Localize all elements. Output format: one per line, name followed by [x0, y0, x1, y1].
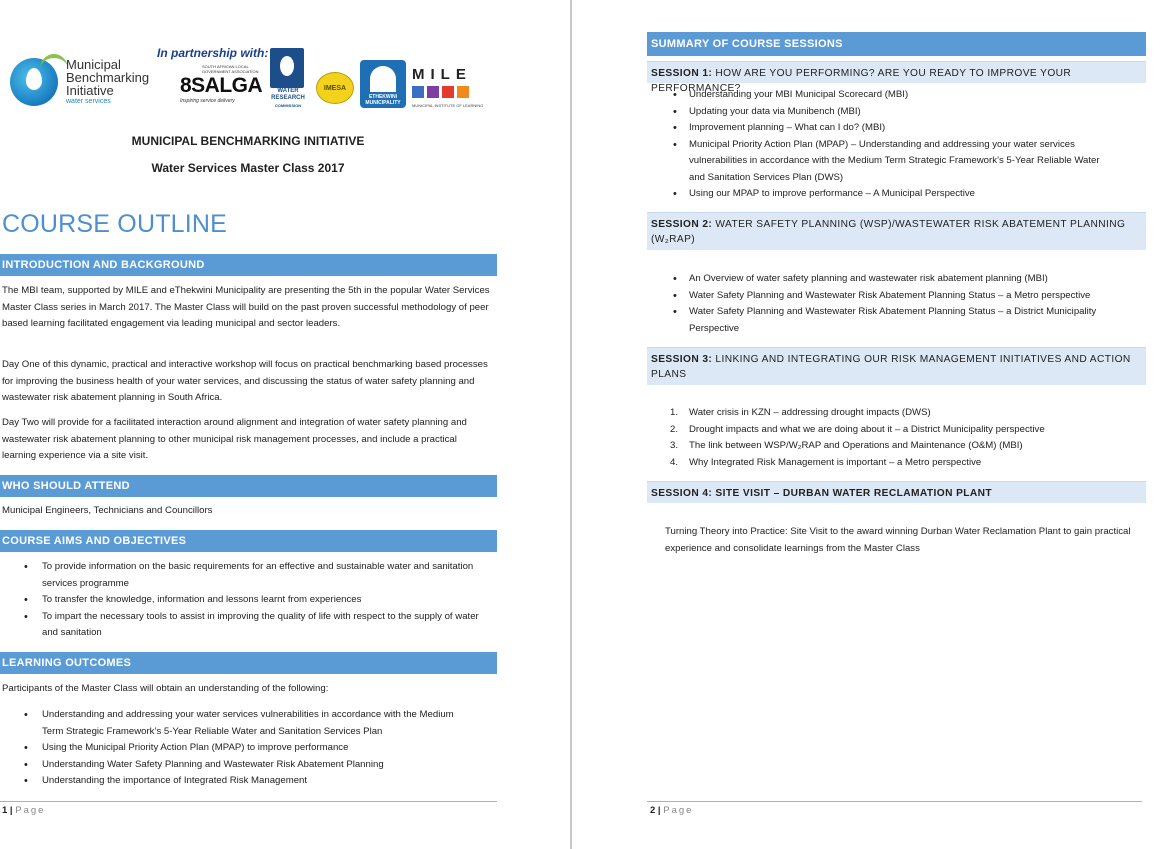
- list-item-number: 2.: [670, 423, 679, 435]
- mile-name: MILE: [412, 66, 472, 83]
- attend-heading: WHO SHOULD ATTEND: [0, 475, 497, 497]
- salga-logo: [180, 64, 263, 104]
- list-item: • Understanding your MBI Municipal Scorecard (MBI): [647, 87, 1117, 104]
- aims-heading: COURSE AIMS AND OBJECTIVES: [0, 530, 497, 552]
- list-item: • Improvement planning – What can I do? (MBI): [647, 120, 1117, 137]
- list-item: [647, 422, 1127, 439]
- page-1: [0, 0, 572, 849]
- wrc-line1: WATER: [277, 88, 299, 94]
- ethekwini-line1: ETHEKWINI: [368, 94, 398, 100]
- mbi-logo-text: [66, 58, 149, 106]
- course-outline-heading: COURSE OUTLINE: [2, 210, 228, 238]
- list-item-number: 4.: [670, 456, 679, 468]
- session-1-title: HOW ARE YOU PERFORMING? ARE YOU READY TO IMPROVE YOUR PERFORMANCE?: [651, 68, 1072, 94]
- session-4-text: Turning Theory into Practice: Site Visit to the award winning Durban Water Reclamation Plant to gain practical experience and consolidate learnings from the Master Class: [665, 526, 1131, 554]
- wrc-line3: COMMISSION: [274, 103, 302, 108]
- session-1-heading: [647, 61, 1146, 94]
- list-item: • An Overview of water safety planning and wastewater risk abatement planning (MBI): [647, 271, 1137, 288]
- list-item: • Using the Municipal Priority Action Plan (MPAP) to improve performance: [20, 740, 470, 757]
- mbi-logo-line1: Municipal: [66, 57, 121, 72]
- page-number-separator: |: [7, 805, 16, 816]
- list-item: [647, 405, 1127, 422]
- list-item: • Using our MPAP to improve performance – A Municipal Perspective: [647, 186, 1117, 203]
- list-item: • To impart the necessary tools to assist in improving the quality of life with respect to the supply of water and sanitation: [20, 609, 490, 642]
- mbi-logo-tag: water services: [66, 98, 111, 105]
- session-3-heading: [647, 347, 1146, 385]
- list-item: • Understanding and addressing your water services vulnerabilities in accordance with the Medium Term Strategic Framework’s 5-Year Reliable Water and Sanitation Services Plan: [20, 707, 470, 740]
- wrc-drop-icon: [270, 48, 304, 88]
- list-item-text: Drought impacts and what we are doing about it – a District Municipality perspective: [689, 423, 1045, 435]
- mbi-swoosh-icon: [40, 54, 68, 84]
- session-2-heading: [647, 212, 1146, 250]
- list-item: • Water Safety Planning and Wastewater Risk Abatement Planning Status – a Metro perspective: [647, 288, 1137, 305]
- salga-tagline: Inspiring service delivery: [180, 98, 235, 104]
- page-number: [650, 805, 693, 816]
- wrc-line2: RESEARCH: [271, 95, 305, 101]
- intro-paragraph-3: Day Two will provide for a facilitated interaction around alignment and integration of water safety planning and wastewater risk abatement planning to other municipal risk management processes, and include a practical learning experience via a site visit.: [2, 417, 467, 461]
- list-item: [647, 455, 1127, 472]
- page-label: Page: [663, 805, 694, 816]
- list-item: • Understanding Water Safety Planning and Wastewater Risk Abatement Planning: [20, 757, 470, 774]
- list-item: • Understanding the importance of Integrated Risk Management: [20, 773, 470, 790]
- intro-heading: INTRODUCTION AND BACKGROUND: [0, 254, 497, 276]
- list-item-text: Why Integrated Risk Management is important – a Metro perspective: [689, 456, 982, 468]
- session-2-title: WATER SAFETY PLANNING (WSP)/WASTEWATER RISK ABATEMENT PLANNING (W₂RAP): [651, 219, 1126, 245]
- session-1-list: [647, 87, 1117, 203]
- intro-paragraph-1: The MBI team, supported by MILE and eThekwini Municipality are presenting the 5th in the popular Water Services Master Class series in March 2017. The Master Class will build on the past proven successful methodology of peer based learning facilitated engagement via leading municipal and sector leaders.: [2, 285, 490, 329]
- page-number: [2, 805, 45, 816]
- mbi-logo-line3: Initiative: [66, 83, 114, 98]
- mile-logo: [412, 66, 486, 106]
- page-number-value: 2: [650, 805, 656, 816]
- session-3-list: [647, 405, 1127, 471]
- session-2-label: SESSION 2:: [651, 219, 713, 230]
- list-item: • To provide information on the basic requirements for an effective and sustainable water and sanitation services programme: [20, 559, 490, 592]
- salga-name: 8SALGA: [180, 74, 263, 97]
- outcomes-intro: Participants of the Master Class will obtain an understanding of the following:: [2, 683, 329, 694]
- session-4-title: SITE VISIT – DURBAN WATER RECLAMATION PLANT: [712, 488, 993, 499]
- session-4-label: SESSION 4:: [651, 488, 713, 499]
- list-item-number: 3.: [670, 440, 679, 451]
- attend-text: Municipal Engineers, Technicians and Councillors: [2, 505, 213, 516]
- session-1-label: SESSION 1:: [651, 68, 713, 79]
- summary-heading: SUMMARY OF COURSE SESSIONS: [647, 32, 1146, 56]
- page-2: [572, 0, 1162, 849]
- session-4-heading: [647, 481, 1146, 503]
- list-item: • Water Safety Planning and Wastewater Risk Abatement Planning Status – a District Municipality Perspective: [647, 304, 1137, 337]
- list-item: • Municipal Priority Action Plan (MPAP) – Understanding and addressing your water services vulnerabilities in accordance with the Medium Term Strategic Framework’s 5-Year Reliable Water and Sanitation Services Plan (DWS): [647, 137, 1117, 187]
- salga-top-text: SOUTH AFRICAN LOCAL GOVERNMENT ASSOCIATION: [202, 64, 259, 74]
- session-2-list: [647, 271, 1137, 337]
- footer-rule: [647, 801, 1142, 802]
- ethekwini-logo: [360, 60, 406, 108]
- session-3-title: LINKING AND INTEGRATING OUR RISK MANAGEMENT INITIATIVES AND ACTION PLANS: [651, 354, 1131, 380]
- list-item: • Updating your data via Munibench (MBI): [647, 104, 1117, 121]
- page-label: Page: [15, 805, 46, 816]
- mile-color-squares: [412, 85, 486, 103]
- page-number-value: 1: [2, 805, 8, 816]
- aims-list: [20, 559, 490, 642]
- list-item-number: 1.: [670, 407, 679, 418]
- mbi-logo-line2: Benchmarking: [66, 70, 150, 85]
- wrc-logo: [270, 48, 306, 110]
- imesa-logo: IMESA: [316, 72, 354, 104]
- intro-paragraph-2: Day One of this dynamic, practical and interactive workshop will focus on practical benchmarking based processes for improving the business health of your water services, and discussing the status of water safety planning and wastewater risk abatement planning in South Africa.: [2, 359, 488, 403]
- ethekwini-text: [360, 94, 406, 106]
- partnership-label: In partnership with:: [157, 46, 269, 60]
- document-title: MUNICIPAL BENCHMARKING INITIATIVE: [131, 134, 365, 148]
- list-item-text: The link between WSP/W₂RAP and Operations and Maintenance (O&M) (MBI): [689, 440, 1023, 451]
- mbi-logo: [10, 58, 158, 106]
- city-hall-dome-icon: [370, 66, 396, 92]
- document-subtitle: Water Services Master Class 2017: [151, 161, 345, 175]
- mile-subtitle: MUNICIPAL INSTITUTE OF LEARNING: [412, 103, 484, 108]
- footer-rule: [0, 801, 497, 802]
- page-number-separator: |: [655, 805, 664, 816]
- outcomes-heading: LEARNING OUTCOMES: [0, 652, 497, 674]
- list-item-text: Water crisis in KZN – addressing drought impacts (DWS): [689, 407, 931, 418]
- outcomes-list: [20, 707, 470, 790]
- ethekwini-line2: MUNICIPALITY: [365, 100, 401, 106]
- list-item: • To transfer the knowledge, information and lessons learnt from experiences: [20, 592, 490, 609]
- session-3-label: SESSION 3:: [651, 354, 713, 365]
- list-item: [647, 438, 1127, 455]
